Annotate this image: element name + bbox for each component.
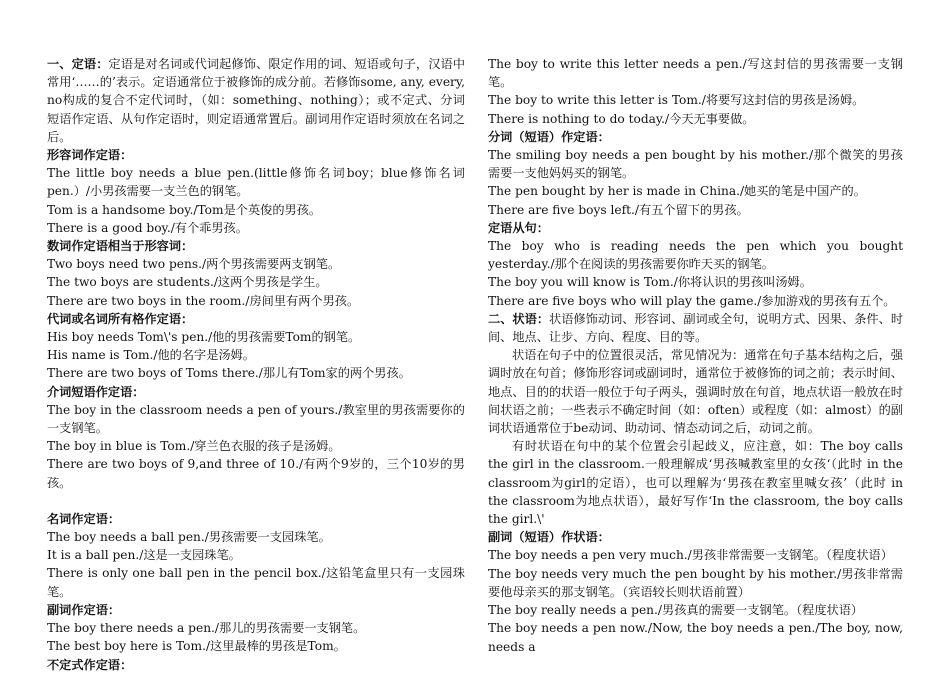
example-sentence: There are five boys left./有五个留下的男孩。: [488, 202, 749, 217]
subheading: 分词（短语）作定语：: [488, 129, 610, 144]
example-sentence: Two boys need two pens./两个男孩需要两支钢笔。: [47, 257, 341, 272]
section-text: 状语修饰动词、形容词、副词或全句，说明方式、因果、条件、时间、地点、让步、方向、程度、目的等。: [488, 311, 904, 345]
subheading: 介词短语作定语：: [47, 384, 145, 399]
example-sentence: There are two boys in the room./房间里有两个男孩。: [47, 293, 360, 308]
example-sentence: There are five boys who will play the game./参加游戏的男孩有五个。: [488, 293, 896, 308]
example-sentence: There are two boys of Toms there./那儿有Tom家的两个男孩。: [47, 366, 411, 381]
subheading: 定语从句：: [488, 220, 549, 235]
example-sentence: His name is Tom./他的名字是汤姆。: [47, 348, 255, 363]
example-sentence: The boy needs very much the pen bought by his mother./男孩非常需要他母亲买的那支钢笔。（宾语较长则状语前置）: [488, 566, 903, 599]
section-text: 定语是对名词或代词起修饰、限定作用的词、短语或句子，汉语中常用‘……的’表示。定语通常位于被修饰的成分前。若修饰some, any, every, no构成的复合不定代词时，（如：something、nothing）；或不定式、分词短语作定语、从句作定语时，则定语通常置后。副词用作定语时须放在名词之后。: [47, 57, 466, 144]
example-sentence: The boy there needs a pen./那儿的男孩需要一支钢笔。: [47, 621, 366, 636]
section-heading: 一、定语：: [47, 57, 109, 71]
body-paragraph: 状语在句子中的位置很灵活，常见情况为：通常在句子基本结构之后，强调时放在句首；修饰形容词或副词时，通常位于被修饰的词之前；表示时间、地点、目的的状语一般位于句子两头，强调时放在句首，地点状语一般放在时间状语之前；一些表示不确定时间（如：often）或程度（如：almost）的副词状语通常位于be动词、助动词、情态动词之后，动词之前。: [488, 348, 903, 436]
blank-line: [47, 492, 465, 510]
example-sentence: There is nothing to do today./今天无事要做。: [488, 111, 755, 126]
section-paragraph: [488, 310, 903, 346]
subheading: 形容词作定语：: [47, 148, 133, 163]
example-sentence: The boy to write this letter is Tom./将要写这封信的男孩是汤姆。: [488, 93, 865, 108]
example-sentence: Tom is a handsome boy./Tom是个英俊的男孩。: [47, 202, 322, 217]
example-sentence: The boy in the classroom needs a pen of yours./教室里的男孩需要你的一支钢笔。: [47, 402, 465, 436]
subheading: 副词（短语）作状语：: [488, 530, 610, 545]
subheading: 不定式作定语：: [47, 657, 133, 672]
example-sentence: The boy needs a pen now./Now, the boy needs a pen./The boy, now, needs a: [488, 621, 903, 654]
example-sentence: There is only one ball pen in the pencil box./这铅笔盒里只有一支园珠笔。: [47, 566, 465, 599]
subheading: 名词作定语：: [47, 511, 121, 526]
subheading: 数词作定语相当于形容词：: [47, 239, 194, 254]
example-sentence: The boy really needs a pen./男孩真的需要一支钢笔。（程度状语）: [488, 603, 864, 618]
example-sentence: The boy in blue is Tom./穿兰色衣服的孩子是汤姆。: [47, 439, 341, 454]
body-paragraph: 有时状语在句中的某个位置会引起歧义，应注意，如：The boy calls the girl in the classroom.一般理解成‘男孩喊教室里的女孩‘（此时 in the classroom为girl的定语），也可以理解为‘男孩在教室里喊女孩’（此时 in the classroom为地点状语），最好写作‘In the classroom, the boy calls the girl.\': [488, 439, 903, 527]
example-sentence: It is a ball pen./这是一支园珠笔。: [47, 548, 241, 563]
example-sentence: His boy needs Tom\'s pen./他的男孩需要Tom的钢笔。: [47, 330, 361, 345]
subheading: 代词或名词所有格作定语：: [47, 311, 194, 326]
example-sentence: The little boy needs a blue pen.(little修饰名词boy；blue修饰名词pen.）/小男孩需要一支兰色的钢笔。: [47, 166, 465, 199]
left-column: [47, 55, 465, 674]
example-sentence: The best boy here is Tom./这里最棒的男孩是Tom。: [47, 639, 346, 654]
example-sentence: There are two boys of 9,and three of 10./有两个9岁的，三个10岁的男孩。: [47, 457, 465, 490]
example-sentence: The boy needs a pen very much./男孩非常需要一支钢笔。（程度状语）: [488, 548, 893, 563]
example-sentence: The two boys are students./这两个男孩是学生。: [47, 275, 328, 290]
example-sentence: The boy you will know is Tom./你将认识的男孩叫汤姆。: [488, 275, 812, 290]
subheading: 副词作定语：: [47, 602, 121, 617]
example-sentence: The boy to write this letter needs a pen./写这封信的男孩需要一支钢笔。: [488, 57, 903, 90]
example-sentence: The smiling boy needs a pen bought by his mother./那个微笑的男孩需要一支他妈妈买的钢笔。: [488, 148, 903, 181]
section-heading: 二、状语：: [488, 311, 550, 326]
section-paragraph: [47, 55, 465, 146]
example-sentence: The boy who is reading needs the pen which you bought yesterday./那个在阅读的男孩需要你昨天买的钢笔。: [488, 239, 903, 272]
right-column: [488, 55, 903, 656]
example-sentence: The pen bought by her is made in China./她买的笔是中国产的。: [488, 184, 866, 199]
example-sentence: The boy needs a ball pen./男孩需要一支园珠笔。: [47, 530, 331, 545]
example-sentence: There is a good boy./有个乖男孩。: [47, 220, 248, 235]
